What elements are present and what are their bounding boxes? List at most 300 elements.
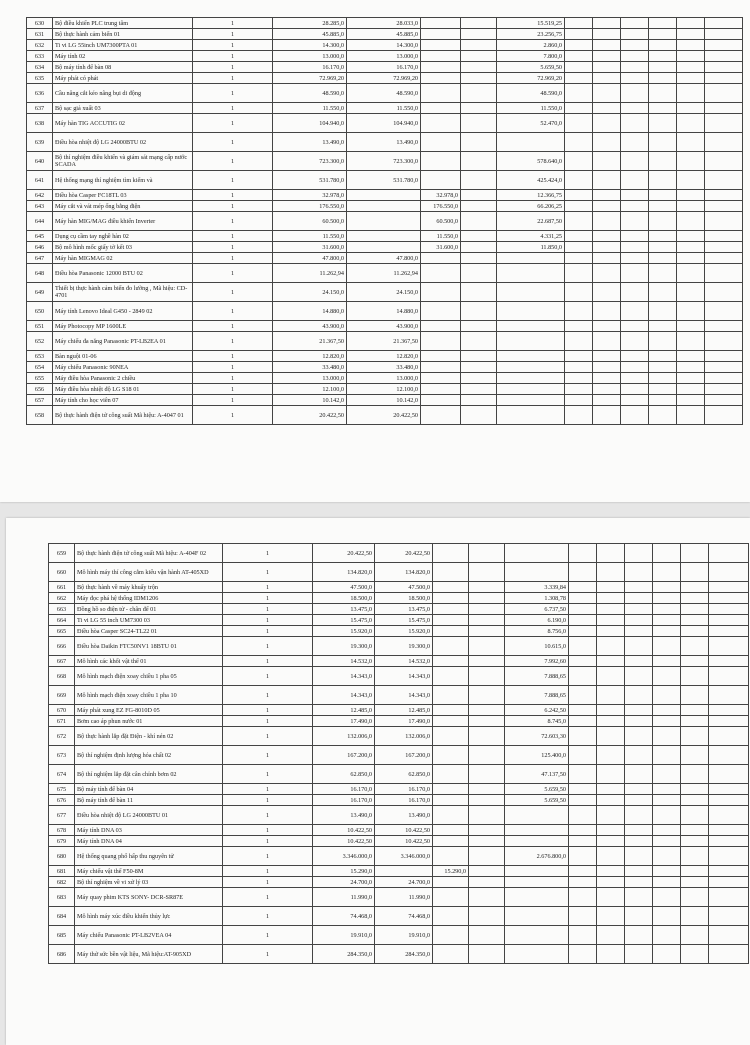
row-number: 656 — [27, 384, 53, 395]
asset-name: Bộ máy tính để bàn 08 — [53, 62, 193, 73]
row-number: 659 — [49, 544, 75, 563]
value-cell — [461, 406, 497, 425]
row-number: 678 — [49, 825, 75, 836]
value-cell: 17.490,0 — [313, 716, 375, 727]
empty-cell — [569, 582, 597, 593]
value-cell: 10.142,0 — [273, 395, 347, 406]
empty-cell — [705, 18, 743, 29]
quantity: 1 — [223, 836, 313, 847]
asset-name: Hệ thống quang phổ hấp thu nguyên tử — [75, 847, 223, 866]
empty-cell — [625, 825, 653, 836]
value-cell: 14.300,0 — [347, 40, 421, 51]
value-cell: 12.100,0 — [273, 384, 347, 395]
empty-cell — [677, 253, 705, 264]
empty-cell — [569, 593, 597, 604]
empty-cell — [649, 190, 677, 201]
empty-cell — [597, 926, 625, 945]
value-cell: 15.920,0 — [313, 626, 375, 637]
value-cell — [461, 84, 497, 103]
empty-cell — [649, 384, 677, 395]
value-cell: 13.490,0 — [347, 133, 421, 152]
quantity: 1 — [193, 373, 273, 384]
value-cell: 72.603,30 — [505, 727, 569, 746]
value-cell: 125.400,0 — [505, 746, 569, 765]
empty-cell — [677, 190, 705, 201]
empty-cell — [677, 51, 705, 62]
empty-cell — [649, 264, 677, 283]
empty-cell — [681, 716, 709, 727]
value-cell — [461, 190, 497, 201]
empty-cell — [621, 332, 649, 351]
value-cell: 33.480,0 — [273, 362, 347, 373]
empty-cell — [593, 152, 621, 171]
empty-cell — [621, 73, 649, 84]
asset-name: Bộ mô hình mốc giấy tờ kết 03 — [53, 242, 193, 253]
asset-name: Bộ thực hành điện tử công suất Mã hiệu: A-4047 01 — [53, 406, 193, 425]
value-cell: 11.550,0 — [347, 103, 421, 114]
quantity: 1 — [223, 656, 313, 667]
table-row — [27, 283, 743, 302]
quantity: 1 — [223, 825, 313, 836]
value-cell: 7.888,65 — [505, 686, 569, 705]
value-cell: 3.339,84 — [505, 582, 569, 593]
empty-cell — [649, 406, 677, 425]
empty-cell — [593, 171, 621, 190]
value-cell — [497, 332, 565, 351]
quantity: 1 — [193, 62, 273, 73]
value-cell: 284.350,0 — [313, 945, 375, 964]
value-cell — [375, 866, 433, 877]
empty-cell — [705, 321, 743, 332]
asset-name: Máy tính 02 — [53, 51, 193, 62]
row-number: 679 — [49, 836, 75, 847]
value-cell: 18.500,0 — [375, 593, 433, 604]
empty-cell — [625, 806, 653, 825]
empty-cell — [621, 373, 649, 384]
asset-table-page-2 — [48, 543, 749, 964]
empty-cell — [681, 615, 709, 626]
quantity: 1 — [193, 103, 273, 114]
empty-cell — [621, 253, 649, 264]
empty-cell — [597, 727, 625, 746]
empty-cell — [597, 907, 625, 926]
value-cell: 134.820,0 — [313, 563, 375, 582]
empty-cell — [569, 727, 597, 746]
value-cell: 62.850,0 — [313, 765, 375, 784]
table-row — [49, 877, 749, 888]
value-cell: 13.000,0 — [347, 51, 421, 62]
value-cell: 13.000,0 — [273, 373, 347, 384]
empty-cell — [677, 406, 705, 425]
empty-cell — [625, 765, 653, 784]
row-number: 651 — [27, 321, 53, 332]
empty-cell — [681, 907, 709, 926]
quantity: 1 — [223, 888, 313, 907]
value-cell — [421, 406, 461, 425]
value-cell — [433, 746, 469, 765]
value-cell: 33.480,0 — [347, 362, 421, 373]
empty-cell — [677, 212, 705, 231]
asset-name: Bộ thí nghiệm lắp đặt cân chỉnh bơm 02 — [75, 765, 223, 784]
empty-cell — [653, 582, 681, 593]
quantity: 1 — [193, 395, 273, 406]
empty-cell — [625, 866, 653, 877]
row-number: 673 — [49, 746, 75, 765]
value-cell: 17.490,0 — [375, 716, 433, 727]
empty-cell — [709, 795, 749, 806]
value-cell — [461, 395, 497, 406]
empty-cell — [621, 321, 649, 332]
value-cell — [469, 667, 505, 686]
empty-cell — [681, 604, 709, 615]
value-cell: 10.422,50 — [313, 825, 375, 836]
empty-cell — [625, 888, 653, 907]
empty-cell — [565, 373, 593, 384]
asset-name: Máy chiếu Panasonic PT-LB2VEA 04 — [75, 926, 223, 945]
value-cell — [433, 563, 469, 582]
document-page-2 — [6, 518, 750, 1045]
empty-cell — [621, 51, 649, 62]
empty-cell — [621, 103, 649, 114]
empty-cell — [681, 765, 709, 784]
value-cell — [461, 152, 497, 171]
value-cell — [469, 593, 505, 604]
empty-cell — [681, 888, 709, 907]
empty-cell — [621, 62, 649, 73]
value-cell: 43.900,0 — [273, 321, 347, 332]
empty-cell — [597, 626, 625, 637]
table-row — [27, 242, 743, 253]
value-cell: 7.888,65 — [505, 667, 569, 686]
empty-cell — [593, 190, 621, 201]
value-cell — [497, 302, 565, 321]
value-cell: 13.475,0 — [313, 604, 375, 615]
empty-cell — [569, 806, 597, 825]
table-row — [27, 212, 743, 231]
table-row — [27, 62, 743, 73]
value-cell — [469, 727, 505, 746]
value-cell — [421, 114, 461, 133]
value-cell: 23.256,75 — [497, 29, 565, 40]
value-cell: 4.331,25 — [497, 231, 565, 242]
empty-cell — [625, 593, 653, 604]
value-cell: 132.006,0 — [375, 727, 433, 746]
quantity: 1 — [193, 231, 273, 242]
value-cell: 19.300,0 — [313, 637, 375, 656]
empty-cell — [709, 615, 749, 626]
row-number: 664 — [49, 615, 75, 626]
row-number: 669 — [49, 686, 75, 705]
empty-cell — [653, 806, 681, 825]
quantity: 1 — [223, 637, 313, 656]
row-number: 670 — [49, 705, 75, 716]
empty-cell — [621, 395, 649, 406]
asset-name: Bộ thí nghiệm định lượng hóa chất 02 — [75, 746, 223, 765]
value-cell: 10.422,50 — [313, 836, 375, 847]
quantity: 1 — [193, 406, 273, 425]
asset-name: Máy phát có phát — [53, 73, 193, 84]
asset-name: Điều hòa Casper SC24-TL22 01 — [75, 626, 223, 637]
asset-name: Máy đọc phá hệ thống IDM1206 — [75, 593, 223, 604]
asset-name: Ti vi LG 55 inch UM7300 03 — [75, 615, 223, 626]
empty-cell — [621, 283, 649, 302]
value-cell: 24.700,0 — [313, 877, 375, 888]
empty-cell — [653, 836, 681, 847]
row-number: 640 — [27, 152, 53, 171]
row-number: 655 — [27, 373, 53, 384]
empty-cell — [653, 716, 681, 727]
value-cell: 10.615,0 — [505, 637, 569, 656]
empty-cell — [705, 171, 743, 190]
empty-cell — [597, 888, 625, 907]
value-cell: 3.346.000,0 — [375, 847, 433, 866]
value-cell — [469, 825, 505, 836]
value-cell — [461, 373, 497, 384]
value-cell: 11.550,0 — [421, 231, 461, 242]
empty-cell — [649, 212, 677, 231]
empty-cell — [705, 384, 743, 395]
row-number: 647 — [27, 253, 53, 264]
row-number: 657 — [27, 395, 53, 406]
empty-cell — [681, 746, 709, 765]
empty-cell — [649, 373, 677, 384]
row-number: 681 — [49, 866, 75, 877]
table-row — [27, 321, 743, 332]
value-cell — [421, 51, 461, 62]
empty-cell — [649, 152, 677, 171]
empty-cell — [681, 795, 709, 806]
empty-cell — [597, 593, 625, 604]
value-cell — [433, 806, 469, 825]
empty-cell — [565, 114, 593, 133]
quantity: 1 — [193, 283, 273, 302]
value-cell: 28.033,0 — [347, 18, 421, 29]
value-cell: 15.920,0 — [375, 626, 433, 637]
empty-cell — [653, 727, 681, 746]
value-cell — [461, 212, 497, 231]
value-cell: 14.300,0 — [273, 40, 347, 51]
row-number: 682 — [49, 877, 75, 888]
row-number: 638 — [27, 114, 53, 133]
quantity: 1 — [193, 190, 273, 201]
value-cell: 11.262,94 — [273, 264, 347, 283]
empty-cell — [569, 716, 597, 727]
empty-cell — [621, 302, 649, 321]
empty-cell — [597, 716, 625, 727]
empty-cell — [621, 384, 649, 395]
empty-cell — [565, 190, 593, 201]
asset-name: Hệ thống mạng thí nghiệm tìm kiếm và — [53, 171, 193, 190]
empty-cell — [597, 656, 625, 667]
quantity: 1 — [193, 133, 273, 152]
asset-name: Bộ máy tính để bàn 04 — [75, 784, 223, 795]
empty-cell — [677, 242, 705, 253]
value-cell: 13.490,0 — [273, 133, 347, 152]
empty-cell — [569, 626, 597, 637]
value-cell — [461, 18, 497, 29]
empty-cell — [625, 582, 653, 593]
quantity: 1 — [223, 806, 313, 825]
empty-cell — [681, 667, 709, 686]
empty-cell — [709, 765, 749, 784]
empty-cell — [649, 302, 677, 321]
empty-cell — [705, 29, 743, 40]
empty-cell — [709, 888, 749, 907]
empty-cell — [625, 847, 653, 866]
empty-cell — [649, 84, 677, 103]
value-cell: 60.500,0 — [421, 212, 461, 231]
empty-cell — [565, 171, 593, 190]
empty-cell — [621, 201, 649, 212]
empty-cell — [677, 264, 705, 283]
row-number: 630 — [27, 18, 53, 29]
empty-cell — [705, 242, 743, 253]
empty-cell — [709, 604, 749, 615]
empty-cell — [593, 114, 621, 133]
row-number: 643 — [27, 201, 53, 212]
value-cell — [421, 253, 461, 264]
empty-cell — [681, 686, 709, 705]
value-cell: 13.475,0 — [375, 604, 433, 615]
empty-cell — [597, 765, 625, 784]
value-cell: 16.170,0 — [375, 795, 433, 806]
empty-cell — [621, 40, 649, 51]
table-row — [49, 907, 749, 926]
asset-name: Máy cắt và vát mép ống bằng điện — [53, 201, 193, 212]
value-cell — [469, 604, 505, 615]
table-row — [27, 373, 743, 384]
empty-cell — [649, 103, 677, 114]
value-cell — [497, 395, 565, 406]
value-cell: 425.424,0 — [497, 171, 565, 190]
value-cell — [497, 384, 565, 395]
value-cell: 8.756,0 — [505, 626, 569, 637]
value-cell — [469, 847, 505, 866]
table-row — [49, 615, 749, 626]
value-cell — [469, 626, 505, 637]
empty-cell — [569, 705, 597, 716]
asset-name: Máy tính Lenovo Ideal G450 - 2849 02 — [53, 302, 193, 321]
empty-cell — [653, 637, 681, 656]
value-cell — [469, 637, 505, 656]
empty-cell — [677, 62, 705, 73]
empty-cell — [621, 171, 649, 190]
table-row — [27, 362, 743, 373]
empty-cell — [709, 544, 749, 563]
empty-cell — [593, 283, 621, 302]
table-row — [27, 133, 743, 152]
table-row — [27, 351, 743, 362]
empty-cell — [649, 253, 677, 264]
value-cell — [505, 806, 569, 825]
empty-cell — [705, 362, 743, 373]
empty-cell — [709, 866, 749, 877]
empty-cell — [593, 62, 621, 73]
empty-cell — [709, 836, 749, 847]
table-row — [49, 888, 749, 907]
empty-cell — [565, 362, 593, 373]
empty-cell — [625, 705, 653, 716]
empty-cell — [709, 626, 749, 637]
row-number: 685 — [49, 926, 75, 945]
asset-name: Bộ thực hành điện tử công suất Mã hiệu: A-404F 02 — [75, 544, 223, 563]
value-cell — [505, 945, 569, 964]
value-cell — [433, 716, 469, 727]
value-cell: 132.006,0 — [313, 727, 375, 746]
table-row — [27, 190, 743, 201]
value-cell: 723.300,0 — [347, 152, 421, 171]
value-cell — [347, 190, 421, 201]
value-cell: 5.659,50 — [497, 62, 565, 73]
empty-cell — [649, 133, 677, 152]
empty-cell — [593, 395, 621, 406]
empty-cell — [653, 907, 681, 926]
empty-cell — [677, 362, 705, 373]
empty-cell — [593, 332, 621, 351]
empty-cell — [565, 62, 593, 73]
table-row — [49, 716, 749, 727]
empty-cell — [625, 727, 653, 746]
value-cell — [469, 656, 505, 667]
value-cell — [421, 84, 461, 103]
value-cell: 11.990,0 — [375, 888, 433, 907]
empty-cell — [709, 907, 749, 926]
quantity: 1 — [223, 615, 313, 626]
empty-cell — [709, 705, 749, 716]
value-cell: 2.860,0 — [497, 40, 565, 51]
empty-cell — [565, 152, 593, 171]
table-row — [27, 84, 743, 103]
value-cell — [505, 888, 569, 907]
empty-cell — [681, 784, 709, 795]
table-row — [27, 29, 743, 40]
empty-cell — [649, 114, 677, 133]
value-cell: 48.590,0 — [273, 84, 347, 103]
table-row — [49, 765, 749, 784]
empty-cell — [621, 231, 649, 242]
table-row — [27, 264, 743, 283]
value-cell — [433, 784, 469, 795]
value-cell — [461, 171, 497, 190]
row-number: 637 — [27, 103, 53, 114]
value-cell: 5.659,50 — [505, 795, 569, 806]
quantity: 1 — [223, 716, 313, 727]
empty-cell — [677, 384, 705, 395]
row-number: 642 — [27, 190, 53, 201]
quantity: 1 — [193, 332, 273, 351]
empty-cell — [681, 637, 709, 656]
empty-cell — [705, 40, 743, 51]
quantity: 1 — [223, 563, 313, 582]
row-number: 649 — [27, 283, 53, 302]
empty-cell — [649, 362, 677, 373]
quantity: 1 — [223, 746, 313, 765]
empty-cell — [649, 201, 677, 212]
empty-cell — [709, 686, 749, 705]
empty-cell — [709, 847, 749, 866]
value-cell — [461, 62, 497, 73]
value-cell: 72.969,20 — [347, 73, 421, 84]
empty-cell — [621, 242, 649, 253]
empty-cell — [705, 212, 743, 231]
empty-cell — [677, 201, 705, 212]
empty-cell — [625, 795, 653, 806]
value-cell — [461, 73, 497, 84]
empty-cell — [569, 563, 597, 582]
value-cell — [433, 727, 469, 746]
table-row — [49, 836, 749, 847]
empty-cell — [653, 615, 681, 626]
